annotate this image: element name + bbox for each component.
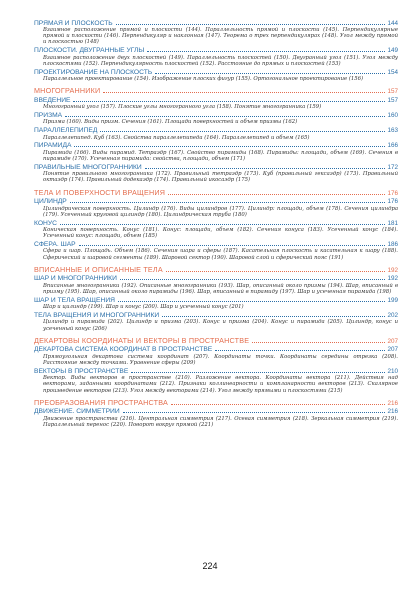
- entry-page-number[interactable]: 166: [387, 142, 398, 150]
- section-entry: [34, 220, 398, 240]
- dot-leader: [215, 350, 385, 351]
- section-entry: [34, 275, 398, 295]
- heading-line: [34, 69, 398, 76]
- section-description: Призма (160). Виды призм. Сечения (161). Площади поверхностей и объем призмы (162): [43, 119, 298, 126]
- section-entry: [34, 97, 398, 111]
- section-description: Параллелепипед. Куб (163). Свойства параллелепипеда (164). Параллелепипед и объем (165): [43, 134, 310, 141]
- dot-leader: [79, 245, 386, 246]
- section-title[interactable]: ВЕКТОРЫ В ПРОСТРАНСТВЕ: [34, 367, 129, 375]
- dot-leader: [70, 202, 386, 203]
- heading-line: [34, 20, 398, 27]
- dot-leader: [100, 131, 385, 132]
- heading-line: [34, 86, 398, 95]
- chapter-title[interactable]: МНОГОГРАННИКИ: [34, 86, 101, 96]
- dot-leader: [120, 279, 386, 280]
- chapter-title[interactable]: ДЕКАРТОВЫ КООРДИНАТЫ И ВЕКТОРЫ В ПРОСТРАНСТВЕ: [34, 335, 250, 345]
- section-entry: [34, 312, 398, 332]
- heading-line: [34, 47, 398, 54]
- section-title[interactable]: ПРАВИЛЬНЫЕ МНОГОГРАННИКИ: [34, 163, 142, 171]
- section-entry: [34, 47, 398, 67]
- section-description: Движение пространства (216). Центральная симметрия (217). Осевая симметрия (218). Зеркальная симметрия (219). Параллельный перенос (220). Поворот вокруг прямой (221): [43, 415, 398, 429]
- heading-line: [34, 198, 398, 205]
- section-entry: [34, 112, 398, 126]
- entry-page-number[interactable]: 172: [387, 163, 398, 171]
- section-description: Коническая поверхность. Конус (181). Конус: площади, объем (182). Сечения конуса (183). Усеченный конус (184). Усеченный конус: площади, объем (185): [43, 227, 398, 240]
- section-title[interactable]: КОНУС: [34, 219, 57, 227]
- section-title[interactable]: СФЕРА. ШАР: [34, 240, 76, 248]
- heading-line: [34, 127, 398, 134]
- section-description: Многогранный угол (157). Плоские углы многогранного угла (158). Понятие многогранника (159): [43, 104, 322, 111]
- dot-leader: [252, 342, 385, 343]
- section-title[interactable]: ДЕКАРТОВА СИСТЕМА КООРДИНАТ В ПРОСТРАНСТВЕ: [34, 346, 213, 354]
- section-description: Вписанные многогранники (192). Описанные многогранники (193). Шар, описанный около призмы (194). Шар, вписанный в призму (195). Шар, описанный около пирамиды (196). Шар, вписанный в пирамиду (197). Шар и усеченная пирамида (198): [43, 282, 398, 296]
- section-description: Цилиндрическая поверхность. Цилиндр (176). Виды цилиндров (177). Цилиндр: площади, объем (178). Сечения цилиндра (179). Усеченный круговой цилиндр (180). Цилиндрическая труба (180): [43, 205, 398, 218]
- heading-line: [34, 112, 398, 119]
- section-entry: [34, 20, 398, 46]
- section-description: Прямоугольная декартова система координат (207). Координаты точки. Координаты середины отрезка (208). Расстояние между точками. Уравнение сферы (209): [43, 353, 398, 367]
- entry-page-number[interactable]: 163: [387, 127, 398, 135]
- section-description: Пирамида (166). Виды пирамид. Тетраэдр (167). Свойство пирамиды (168). Пирамиды: площади, объем (169). Сечения в пирамиде (170). Усеченная пирамида: свойства, площади, объем (171): [43, 149, 398, 163]
- section-title[interactable]: ВВЕДЕНИЕ: [34, 96, 71, 104]
- dot-leader: [168, 194, 385, 195]
- section-title[interactable]: ШАР И МНОГОГРАННИКИ: [34, 275, 117, 283]
- heading-line: [34, 368, 398, 375]
- heading-line: [34, 312, 398, 319]
- dot-leader: [74, 146, 385, 147]
- dot-leader: [123, 412, 386, 413]
- page-number: 224: [202, 561, 218, 571]
- entry-page-number[interactable]: 192: [387, 266, 398, 274]
- entry-page-number[interactable]: 210: [387, 367, 398, 375]
- section-description: Вектор. Виды векторов в пространстве (210). Разложение вектора. Координаты вектора (211). Действия над векторами, заданными координатами (212). Признаки коллинеарности и компланарности векторов (213). Скалярное произведение векторов (213). Угол между векторами (214). Угол между прямыми и плоскостями (215): [43, 375, 398, 394]
- chapter-entry: [34, 188, 398, 197]
- chapter-entry: [34, 86, 398, 95]
- heading-line: [34, 297, 398, 304]
- entry-page-number[interactable]: 176: [387, 198, 398, 206]
- section-entry: [34, 408, 398, 428]
- entry-page-number[interactable]: 157: [387, 96, 398, 104]
- section-description: Взаимное расположение двух плоскостей (149). Параллельность плоскостей (150). Двугранный угол (151). Угол между плоскостями (152). Перпендикулярность плоскостей (152). Расстояние до прямых и плоскостей (153): [43, 54, 398, 67]
- section-description: Шар и цилиндр (199). Шар и конус (200). Шар и усеченный конус (201): [43, 304, 244, 311]
- entry-page-number[interactable]: 216: [387, 408, 398, 416]
- entry-page-number[interactable]: 157: [387, 88, 398, 96]
- dot-leader: [147, 51, 385, 52]
- entry-page-number[interactable]: 207: [387, 346, 398, 354]
- dot-leader: [118, 301, 386, 302]
- entry-page-number[interactable]: 207: [387, 337, 398, 345]
- section-title[interactable]: ПРОЕКТИРОВАНИЕ НА ПЛОСКОСТЬ: [34, 68, 153, 76]
- entry-page-number[interactable]: 199: [387, 296, 398, 304]
- entry-page-number[interactable]: 149: [387, 47, 398, 55]
- section-entry: [34, 69, 398, 83]
- entry-page-number[interactable]: 181: [387, 219, 398, 227]
- dot-leader: [171, 404, 386, 405]
- chapter-title[interactable]: ПРЕОБРАЗОВАНИЯ ПРОСТРАНСТВА: [34, 397, 168, 407]
- section-entry: [34, 198, 398, 218]
- section-title[interactable]: ТЕЛА ВРАЩЕНИЯ И МНОГОГРАННИКИ: [34, 311, 160, 319]
- heading-line: [34, 408, 398, 415]
- section-title[interactable]: ДВИЖЕНИЕ. СИММЕТРИИ: [34, 408, 120, 416]
- section-entry: [34, 164, 398, 184]
- entry-page-number[interactable]: 216: [387, 399, 398, 407]
- entry-page-number[interactable]: 202: [387, 311, 398, 319]
- dot-leader: [145, 168, 386, 169]
- dot-leader: [162, 316, 385, 317]
- entry-page-number[interactable]: 144: [387, 19, 398, 27]
- section-description: Сфера и шар. Площадь. Объем (186). Сечения шара и сферы (187). Касательная плоскость и касательная к шару (188). Сферический и шаровой сегменты (189). Шаровой сектор (190). Шаровой слой и сферический пояс (191): [43, 248, 398, 261]
- dot-leader: [166, 271, 386, 272]
- chapter-title[interactable]: ВПИСАННЫЕ И ОПИСАННЫЕ ТЕЛА: [34, 264, 163, 274]
- heading-line: [34, 346, 398, 353]
- heading-line: [34, 188, 398, 197]
- entry-page-number[interactable]: 192: [387, 275, 398, 283]
- heading-line: [34, 275, 398, 282]
- section-title[interactable]: ЦИЛИНДР: [34, 198, 67, 206]
- section-description: Цилиндр и пирамида (202). Цилиндр и призма (203). Конус и призма (204). Конус и пирамида (205). Цилиндр, конус и усеченный конус (206): [43, 319, 398, 332]
- dot-leader: [116, 24, 386, 25]
- heading-line: [34, 164, 398, 171]
- dot-leader: [131, 372, 385, 373]
- chapter-title[interactable]: ТЕЛА И ПОВЕРХНОСТИ ВРАЩЕНИЯ: [34, 187, 166, 197]
- section-entry: [34, 127, 398, 141]
- section-title[interactable]: ПЛОСКОСТИ. ДВУГРАННЫЕ УГЛЫ: [34, 47, 145, 55]
- section-entry: [34, 297, 398, 311]
- chapter-entry: [34, 398, 398, 407]
- entry-page-number[interactable]: 160: [387, 111, 398, 119]
- heading-line: [34, 142, 398, 149]
- heading-line: [34, 97, 398, 104]
- section-title[interactable]: ПАРАЛЛЕЛЕПИПЕД: [34, 127, 98, 135]
- dot-leader: [155, 73, 385, 74]
- section-title[interactable]: ПИРАМИДА: [34, 142, 72, 150]
- table-of-contents: [34, 20, 398, 429]
- dot-leader: [73, 101, 385, 102]
- dot-leader: [103, 92, 385, 93]
- heading-line: [34, 241, 398, 248]
- entry-page-number[interactable]: 176: [387, 189, 398, 197]
- heading-line: [34, 220, 398, 227]
- section-title[interactable]: ШАР И ТЕЛА ВРАЩЕНИЯ: [34, 296, 115, 304]
- section-title[interactable]: ПРЯМАЯ И ПЛОСКОСТЬ: [34, 19, 113, 27]
- chapter-entry: [34, 265, 398, 274]
- section-entry: [34, 241, 398, 261]
- heading-line: [34, 265, 398, 274]
- section-entry: [34, 368, 398, 394]
- heading-line: [34, 398, 398, 407]
- dot-leader: [65, 116, 385, 117]
- entry-page-number[interactable]: 186: [387, 240, 398, 248]
- section-title[interactable]: ПРИЗМА: [34, 111, 63, 119]
- section-entry: [34, 346, 398, 366]
- dot-leader: [60, 224, 386, 225]
- section-entry: [34, 142, 398, 162]
- section-description: Параллельное проектирование (154). Изображение плоских фигур (155). Ортогональное проектирование (156): [43, 76, 364, 83]
- section-description: Понятие правильного многогранника (172). Правильный тетраэдр (173). Куб (правильный гексаэдр) (173). Правильный октаэдр (174). Правильный додекаэдр (174). Правильный икосаэдр (175): [43, 171, 398, 184]
- entry-page-number[interactable]: 154: [387, 68, 398, 76]
- chapter-entry: [34, 336, 398, 345]
- heading-line: [34, 336, 398, 345]
- section-description: Взаимное расположение прямой и плоскости (144). Параллельность прямой и плоскости (145). Перпендикулярные прямой и плоскости (146). Перпендикуляр и наклонная (147). Теорема о трех перпендикулярах (148). Угол между прямой и плоскостью (148): [43, 27, 398, 46]
